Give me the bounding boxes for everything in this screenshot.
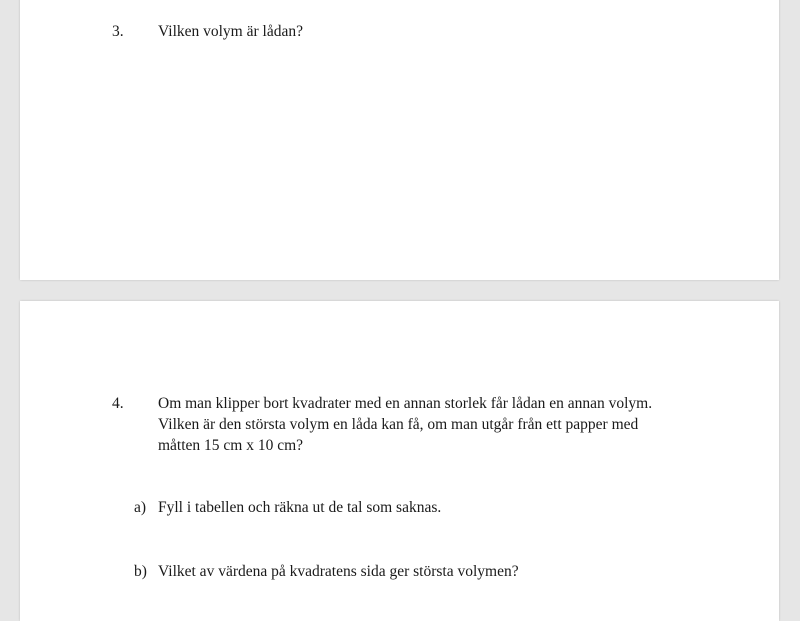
question-4 — [20, 393, 779, 459]
subquestion-text: Fyll i tabellen och räkna ut de tal som saknas. — [158, 499, 442, 516]
question-text-line: Vilken är den största volym en låda kan få, om man utgår från ett papper med — [158, 416, 639, 433]
question-text-line: måtten 15 cm x 10 cm? — [158, 437, 304, 454]
question-number: 3. — [112, 23, 124, 40]
document-page — [20, 0, 779, 280]
subquestion-letter: b) — [134, 563, 147, 580]
document-page — [20, 301, 779, 621]
subquestion-text: Vilket av värdena på kvadratens sida ger största volymen? — [158, 563, 519, 580]
question-number: 4. — [112, 395, 124, 412]
question-text-line: Om man klipper bort kvadrater med en annan storlek får lådan en annan volym. — [158, 395, 653, 412]
question-text — [158, 393, 718, 456]
subquestion-letter: a) — [134, 499, 147, 516]
question-text: Vilken volym är lådan? — [158, 23, 303, 40]
